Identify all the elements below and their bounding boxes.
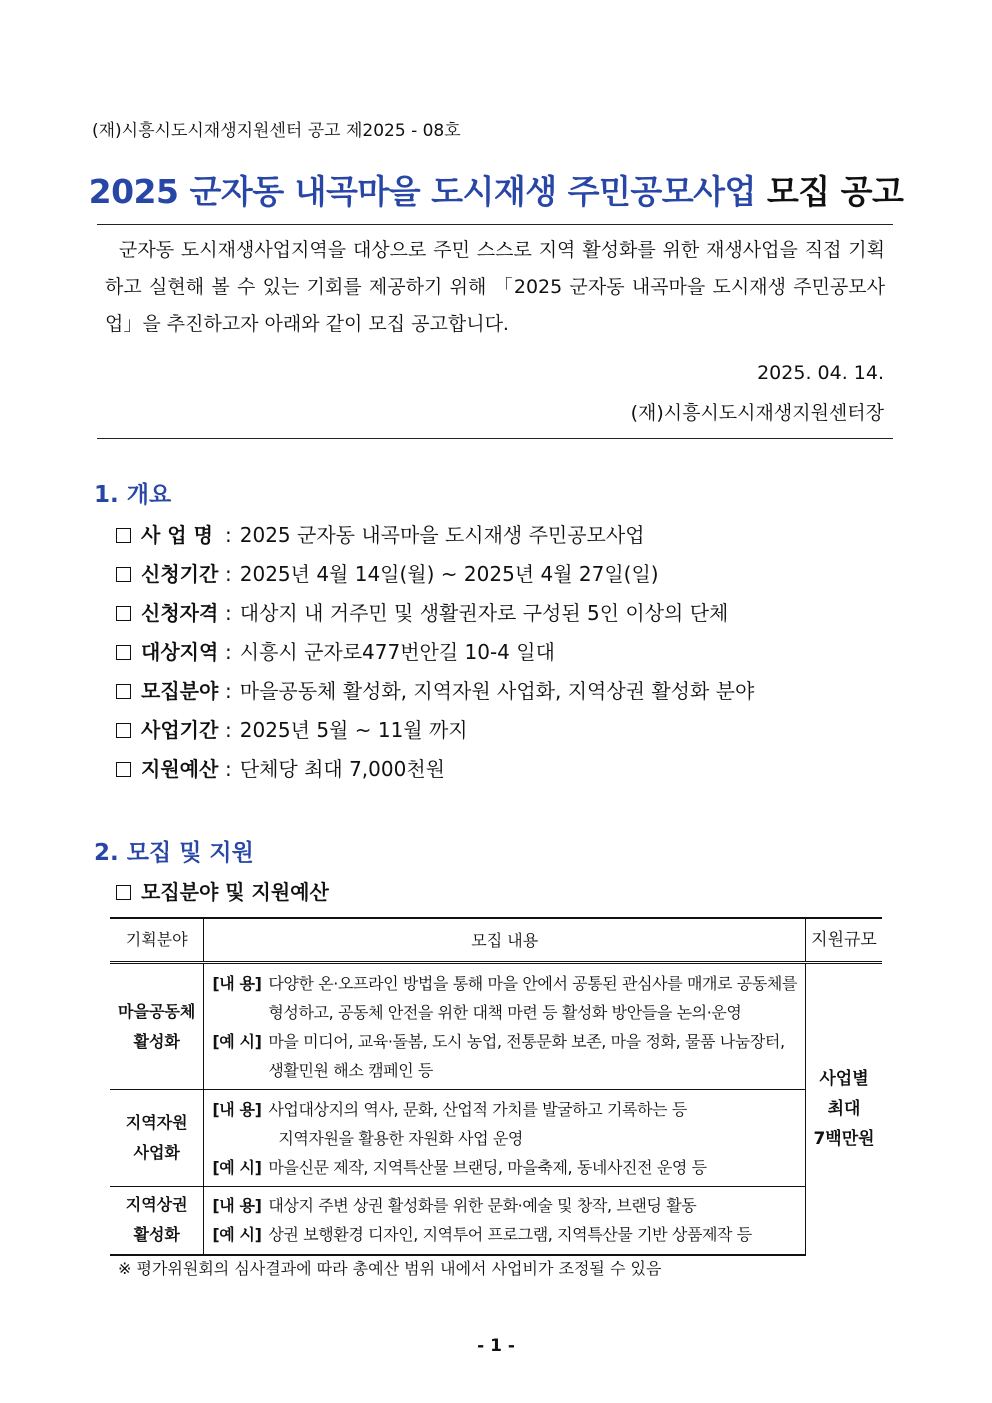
content-cell <box>204 1187 806 1255</box>
title-divider <box>97 224 893 225</box>
table-row <box>110 1090 882 1187</box>
content-line: 지역자원을 활용한 자원화 사업 운영 <box>278 1128 523 1148</box>
checkbox-icon <box>116 528 131 543</box>
overview-value: 2025 군자동 내곡마을 도시재생 주민공모사업 <box>239 523 645 547</box>
support-line: 최대 <box>827 1099 861 1120</box>
field-cell <box>110 1090 204 1187</box>
field-line: 마을공동체 <box>118 1001 196 1021</box>
overview-label: 신청기간 <box>141 562 219 586</box>
content-label: [내 용] <box>212 973 262 993</box>
recruit-subtitle <box>116 876 329 905</box>
title-main: 2025 군자동 내곡마을 도시재생 주민공모사업 <box>88 172 756 211</box>
overview-item: 대상지역 : 시흥시 군자로477번안길 10-4 일대 <box>116 635 754 674</box>
overview-label: 대상지역 <box>141 640 219 664</box>
overview-item: 사업기간 : 2025년 5월 ~ 11월 까지 <box>116 713 754 752</box>
field-line: 활성화 <box>133 1225 180 1245</box>
section-recruit-title: 2. 모집 및 지원 <box>94 840 254 866</box>
overview-label: 신청자격 <box>141 601 219 625</box>
checkbox-icon <box>116 645 131 660</box>
overview-item: 사 업 명 : 2025 군자동 내곡마을 도시재생 주민공모사업 <box>116 518 754 557</box>
overview-item: 지원예산 : 단체당 최대 7,000천원 <box>116 752 754 791</box>
header-content: 모집 내용 <box>204 918 806 963</box>
example-line: 생활민원 해소 캠페인 등 <box>268 1060 433 1080</box>
document-title <box>0 166 992 213</box>
overview-label: 사업기간 <box>141 718 219 742</box>
content-cell <box>204 963 806 1090</box>
checkbox-icon <box>116 606 131 621</box>
page-number: - 1 - <box>477 1336 515 1356</box>
recruit-table <box>110 917 882 1256</box>
field-cell <box>110 1187 204 1255</box>
support-cell <box>806 963 882 1255</box>
field-line: 사업화 <box>133 1143 180 1162</box>
overview-label: 사 업 명 <box>141 523 213 547</box>
overview-value: 마을공동체 활성화, 지역자원 사업화, 지역상권 활성화 분야 <box>239 679 755 703</box>
title-suffix: 모집 공고 <box>766 172 904 211</box>
table-row <box>110 963 882 1090</box>
budget-note: ※ 평가위원회의 심사결과에 따라 총예산 범위 내에서 사업비가 조정될 수 있음 <box>118 1259 662 1278</box>
content-line: 대상지 주변 상권 활성화를 위한 문화·예술 및 창작, 브랜딩 활동 <box>268 1196 697 1216</box>
issuer-signature: (재)시흥시도시재생지원센터장 <box>630 402 884 424</box>
header-field: 기획분야 <box>110 918 204 963</box>
overview-item: 신청자격 : 대상지 내 거주민 및 생활권자로 구성된 5인 이상의 단체 <box>116 596 754 635</box>
example-label: [예 시] <box>212 1225 262 1245</box>
content-line: 사업대상지의 역사, 문화, 산업적 가치를 발굴하고 기록하는 등 <box>268 1099 687 1119</box>
overview-label: 모집분야 <box>141 679 219 703</box>
checkbox-icon <box>116 567 131 582</box>
example-line: 마을신문 제작, 지역특산물 브랜딩, 마을축제, 동네사진전 운영 등 <box>268 1157 707 1177</box>
overview-list <box>116 518 754 791</box>
overview-value: 대상지 내 거주민 및 생활권자로 구성된 5인 이상의 단체 <box>239 601 729 625</box>
checkbox-icon <box>116 762 131 777</box>
overview-value: 단체당 최대 7,000천원 <box>239 757 445 781</box>
example-label: [예 시] <box>212 1031 262 1051</box>
notice-date: 2025. 04. 14. <box>757 362 884 384</box>
content-line: 다양한 온·오프라인 방법을 통해 마을 안에서 공통된 관심사를 매개로 공동체를 <box>268 973 798 993</box>
support-line: 사업별 <box>819 1069 869 1090</box>
field-line: 지역상권 <box>125 1195 188 1215</box>
example-label: [예 시] <box>212 1157 262 1177</box>
field-line: 활성화 <box>133 1031 180 1051</box>
content-label: [내 용] <box>212 1196 262 1216</box>
example-line: 상권 보행환경 디자인, 지역투어 프로그램, 지역특산물 기반 상품제작 등 <box>268 1225 752 1245</box>
intro-text: 군자동 도시재생사업지역을 대상으로 주민 스스로 지역 활성화를 위한 재생사업을 직접 기획하고 실현해 볼 수 있는 기회를 제공하기 위해 「2025 군자동 내곡마을 도시재생 주민공모사업」을 추진하고자 아래와 같이 모집 공고합니다. <box>105 239 885 335</box>
table-row <box>110 1187 882 1255</box>
field-line: 지역자원 <box>125 1113 188 1132</box>
example-line: 마을 미디어, 교육·돌봄, 도시 농업, 전통문화 보존, 마을 정화, 물품 나눔장터, <box>268 1031 785 1051</box>
overview-value: 2025년 4월 14일(월) ~ 2025년 4월 27일(일) <box>239 562 659 586</box>
overview-label: 지원예산 <box>141 757 219 781</box>
table-header-row <box>110 918 882 963</box>
intro-paragraph <box>105 232 885 343</box>
overview-item: 신청기간 : 2025년 4월 14일(월) ~ 2025년 4월 27일(일) <box>116 557 754 596</box>
overview-value: 2025년 5월 ~ 11월 까지 <box>239 718 468 742</box>
checkbox-icon <box>116 723 131 738</box>
notice-number: (재)시흥시도시재생지원센터 공고 제2025 - 08호 <box>92 121 461 141</box>
content-label: [내 용] <box>212 1099 262 1119</box>
header-support: 지원규모 <box>806 918 882 963</box>
field-cell <box>110 963 204 1090</box>
section-overview-title: 1. 개요 <box>94 482 172 508</box>
overview-item: 모집분야 : 마을공동체 활성화, 지역자원 사업화, 지역상권 활성화 분야 <box>116 674 754 713</box>
checkbox-icon <box>116 885 131 900</box>
recruit-subtitle-text: 모집분야 및 지원예산 <box>141 880 329 904</box>
header-divider <box>97 438 893 439</box>
checkbox-icon <box>116 684 131 699</box>
content-cell <box>204 1090 806 1187</box>
content-line: 형성하고, 공동체 안전을 위한 대책 마련 등 활성화 방안들을 논의·운영 <box>268 1002 742 1022</box>
overview-value: 시흥시 군자로477번안길 10-4 일대 <box>239 640 555 664</box>
support-line: 7백만원 <box>813 1129 875 1150</box>
